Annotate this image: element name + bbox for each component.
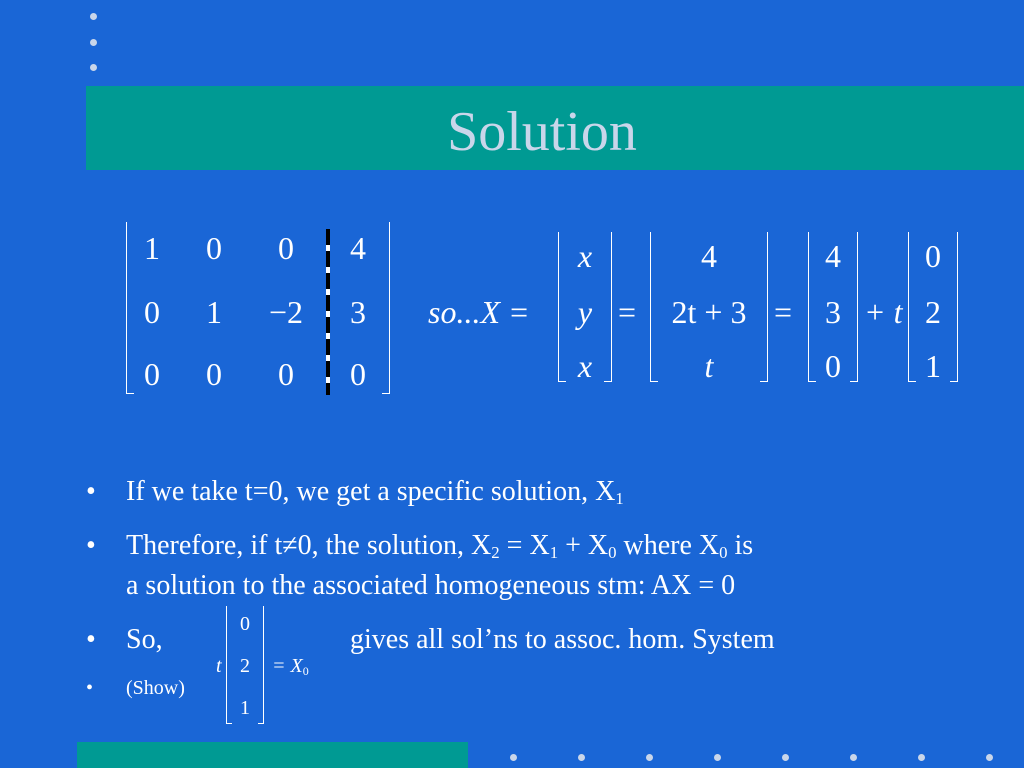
matrix-cell: 3 [350, 294, 366, 330]
plus-t: + t [864, 294, 903, 330]
matrix-cell: −2 [268, 294, 304, 330]
bullet-text [126, 472, 624, 519]
vector-cell: 0 [925, 238, 941, 274]
decor-dot [714, 754, 721, 761]
matrix-cell: 1 [206, 294, 222, 330]
matrix-cell: 0 [350, 356, 366, 392]
bullet-text-part: If we take t=0, we get a specific solution, X [126, 476, 616, 507]
bullet-text: (Show) [126, 677, 185, 699]
vector-cell: 4 [701, 238, 717, 274]
small-equals [272, 654, 309, 683]
vector-cell: 1 [925, 348, 941, 384]
matrix-cell: 4 [350, 230, 366, 266]
bullet-text-line2: a solution to the associated homogeneous stm: AX = 0 [126, 570, 736, 601]
bullet-text-part: Therefore, if t≠0, the solution, X [126, 530, 492, 561]
equals-sign: = [774, 294, 793, 330]
decor-dot [90, 39, 97, 46]
decor-dot [90, 13, 97, 20]
matrix-cell: 0 [278, 356, 294, 392]
subscript: 1 [615, 489, 624, 509]
vector-particular [808, 232, 858, 382]
vector-variables [558, 232, 612, 382]
small-eq-text: = X [272, 655, 303, 677]
vector-cell: y [577, 294, 593, 330]
bullet-marker: • [86, 476, 96, 507]
vector-cell: t [704, 348, 714, 384]
small-vector [226, 606, 264, 724]
bullet-marker: • [86, 624, 96, 655]
subscript: 0 [719, 543, 728, 563]
bullet-marker: • [86, 677, 94, 699]
vector-cell: 0 [825, 348, 841, 384]
right-bracket [382, 222, 390, 394]
decor-dot [90, 64, 97, 71]
matrix-cell: 1 [144, 230, 160, 266]
matrix-cell: 0 [144, 356, 160, 392]
augmented-separator [326, 229, 330, 395]
bullet-text: gives all sol’ns to assoc. hom. System [350, 624, 775, 655]
decor-dot [986, 754, 993, 761]
vector-cell: 2t + 3 [671, 294, 747, 330]
decor-dot [646, 754, 653, 761]
small-t: t [216, 655, 222, 677]
bullet-text-part: is [727, 530, 754, 561]
vector-cell: 4 [825, 238, 841, 274]
bullet-text-part: where X [616, 530, 720, 561]
vector-cell: 2 [925, 294, 941, 330]
bullet-text-part: + X [558, 530, 609, 561]
decor-dot [578, 754, 585, 761]
equation-prefix: so...X = [428, 294, 530, 330]
decor-dot [510, 754, 517, 761]
bullet-text: So, [126, 624, 163, 655]
decor-dot [850, 754, 857, 761]
vector-cell: x [577, 348, 593, 384]
equals-sign: = [618, 294, 637, 330]
subscript: 0 [302, 664, 309, 678]
vector-cell: 1 [240, 697, 250, 719]
footer-bar [77, 742, 468, 768]
vector-cell: x [577, 238, 593, 274]
bullet-text-part: = X [499, 530, 550, 561]
matrix-cell: 0 [144, 294, 160, 330]
subscript: 2 [491, 543, 500, 563]
augmented-matrix [126, 222, 390, 394]
subscript: 0 [608, 543, 617, 563]
vector-direction [908, 232, 958, 382]
decor-dot [918, 754, 925, 761]
subscript: 1 [549, 543, 559, 563]
vector-cell: 0 [240, 613, 250, 635]
vector-parametric [650, 232, 768, 382]
matrix-cell: 0 [206, 356, 222, 392]
vector-cell: 3 [825, 294, 841, 330]
matrix-cell: 0 [278, 230, 294, 266]
slide-title: Solution [447, 101, 637, 163]
vector-cell: 2 [240, 655, 250, 677]
decor-dot [782, 754, 789, 761]
bullet-marker: • [86, 530, 96, 561]
matrix-cell: 0 [206, 230, 222, 266]
